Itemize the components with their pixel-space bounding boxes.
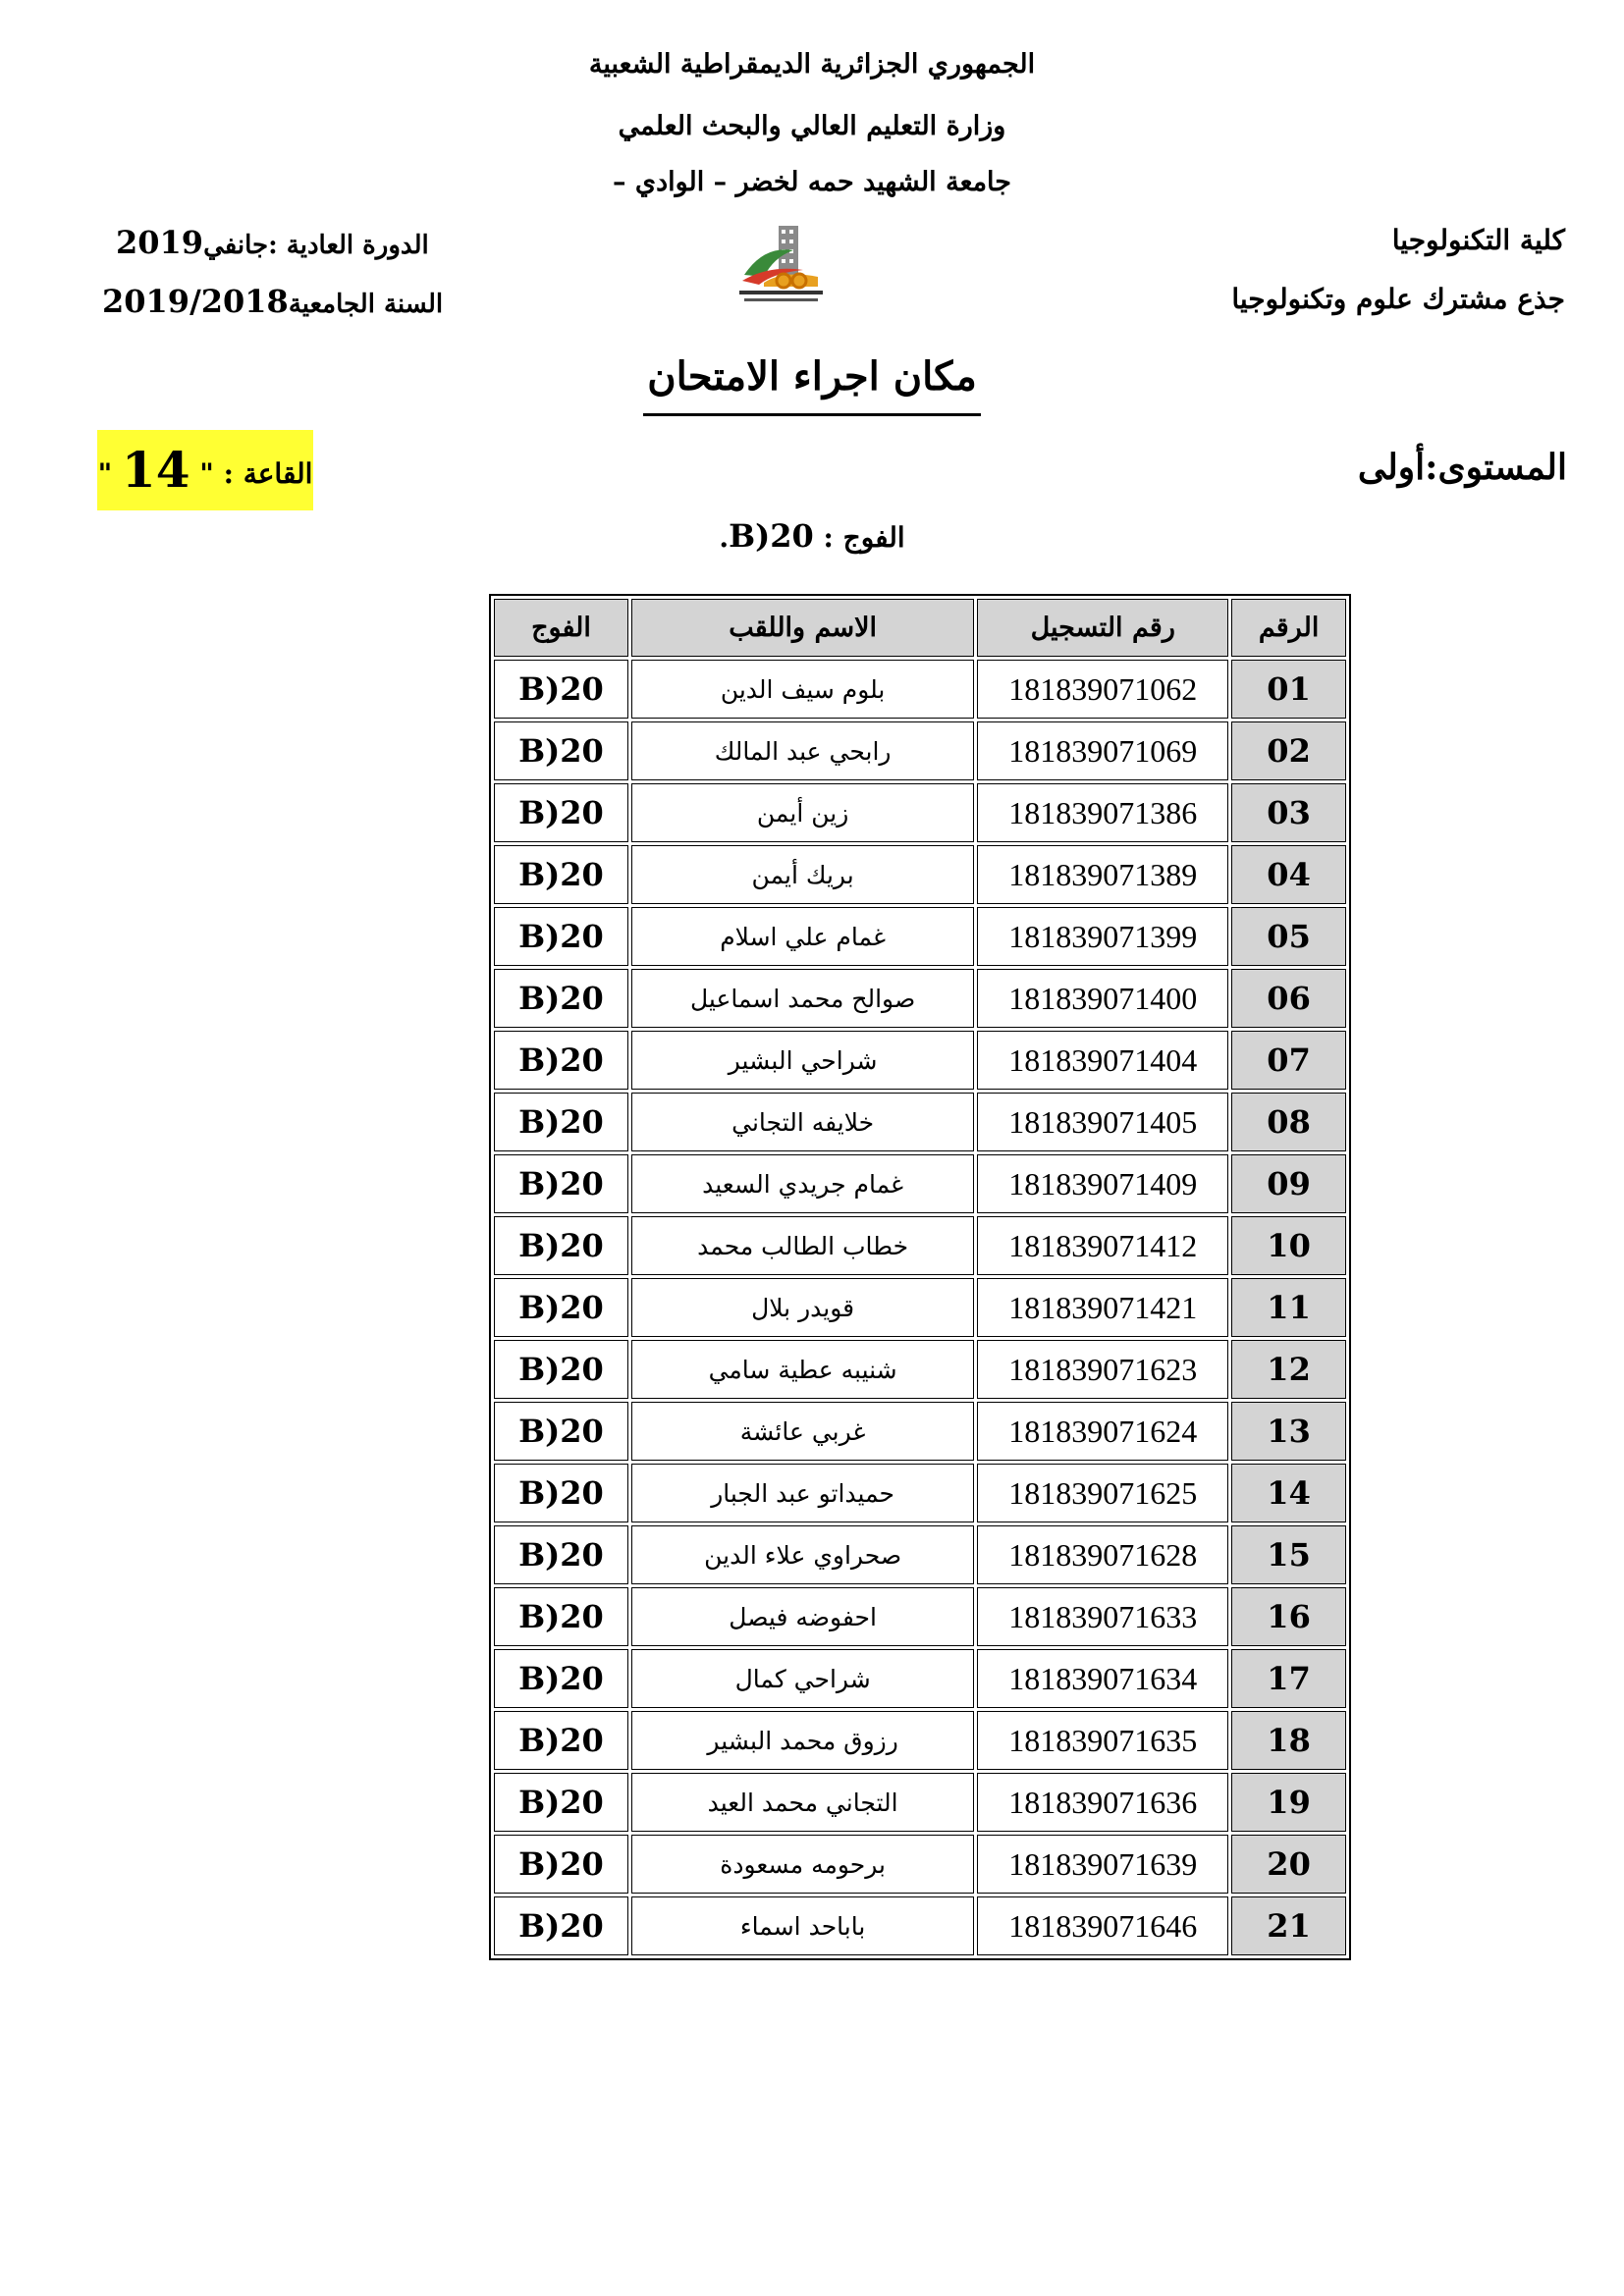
row-name: برحومه مسعودة (631, 1835, 974, 1894)
header-university: جامعة الشهيد حمه لخضر – الوادي – (613, 167, 1011, 197)
row-name: قويدر بلال (631, 1278, 974, 1337)
row-registration: 181839071409 (977, 1154, 1228, 1213)
table-row (494, 907, 1346, 966)
group-label: الفوج : (823, 521, 905, 554)
session-year: 2019 (116, 224, 204, 261)
row-number: 08 (1231, 1093, 1346, 1151)
row-registration: 181839071623 (977, 1340, 1228, 1399)
students-table (489, 594, 1351, 1960)
table-row (494, 1093, 1346, 1151)
page-title: مكان اجراء الامتحان (643, 353, 981, 416)
row-number: 02 (1231, 721, 1346, 780)
branch-name: جذع مشترك علوم وتكنولوجيا (1231, 283, 1565, 315)
row-registration: 181839071628 (977, 1525, 1228, 1584)
row-number: 04 (1231, 845, 1346, 904)
table-row (494, 1402, 1346, 1461)
row-name: رابحي عبد المالك (631, 721, 974, 780)
row-number: 11 (1231, 1278, 1346, 1337)
header-num: الرقم (1231, 599, 1346, 657)
row-group: B)20 (494, 1093, 628, 1151)
table-row (494, 845, 1346, 904)
row-name: التجاني محمد العيد (631, 1773, 974, 1832)
header-ministry: وزارة التعليم العالي والبحث العلمي (618, 111, 1006, 141)
row-group: B)20 (494, 1464, 628, 1522)
table-row (494, 1278, 1346, 1337)
row-group: B)20 (494, 783, 628, 842)
table-row (494, 1896, 1346, 1955)
academic-year (102, 283, 443, 320)
row-number: 06 (1231, 969, 1346, 1028)
hall-number: 14 (121, 441, 190, 499)
table-row (494, 1649, 1346, 1708)
row-name: شنيبه عطية سامي (631, 1340, 974, 1399)
table-row (494, 1525, 1346, 1584)
row-registration: 181839071625 (977, 1464, 1228, 1522)
academic-year-label: السنة الجامعية (288, 290, 444, 319)
row-group: B)20 (494, 845, 628, 904)
row-group: B)20 (494, 1031, 628, 1090)
row-number: 07 (1231, 1031, 1346, 1090)
row-registration: 181839071639 (977, 1835, 1228, 1894)
row-number: 12 (1231, 1340, 1346, 1399)
row-name: صحراوي علاء الدين (631, 1525, 974, 1584)
row-registration: 181839071636 (977, 1773, 1228, 1832)
row-name: بريك أيمن (631, 845, 974, 904)
row-number: 15 (1231, 1525, 1346, 1584)
row-name: حميداتو عبد الجبار (631, 1464, 974, 1522)
row-registration: 181839071421 (977, 1278, 1228, 1337)
row-group: B)20 (494, 721, 628, 780)
row-registration: 181839071635 (977, 1711, 1228, 1770)
row-registration: 181839071405 (977, 1093, 1228, 1151)
row-name: زين أيمن (631, 783, 974, 842)
row-registration: 181839071633 (977, 1587, 1228, 1646)
group-value: B)20 (729, 517, 814, 555)
table-body (494, 660, 1346, 1955)
session-label: الدورة العادية :جانفي (203, 231, 429, 260)
row-group: B)20 (494, 1773, 628, 1832)
row-name: غمام علي اسلام (631, 907, 974, 966)
row-group: B)20 (494, 1340, 628, 1399)
row-name: باباحد اسماء (631, 1896, 974, 1955)
row-group: B)20 (494, 1711, 628, 1770)
row-number: 20 (1231, 1835, 1346, 1894)
row-number: 16 (1231, 1587, 1346, 1646)
table-row (494, 660, 1346, 719)
row-name: خطاب الطالب محمد (631, 1216, 974, 1275)
row-name: صوالح محمد اسماعيل (631, 969, 974, 1028)
row-registration: 181839071062 (977, 660, 1228, 719)
row-name: رزوق محمد البشير (631, 1711, 974, 1770)
row-registration: 181839071400 (977, 969, 1228, 1028)
row-name: شراحي البشير (631, 1031, 974, 1090)
title-container (0, 353, 1624, 416)
group-line (0, 517, 1624, 555)
row-group: B)20 (494, 969, 628, 1028)
row-name: خلايفه التجاني (631, 1093, 974, 1151)
row-registration: 181839071389 (977, 845, 1228, 904)
row-name: غربي عائشة (631, 1402, 974, 1461)
table-row (494, 1464, 1346, 1522)
table-row (494, 969, 1346, 1028)
row-name: شراحي كمال (631, 1649, 974, 1708)
row-registration: 181839071399 (977, 907, 1228, 966)
row-registration: 181839071069 (977, 721, 1228, 780)
table-row (494, 1031, 1346, 1090)
hall-quote-open: " (199, 457, 214, 490)
row-number: 01 (1231, 660, 1346, 719)
exam-session (116, 224, 429, 261)
table-row (494, 1835, 1346, 1894)
row-number: 18 (1231, 1711, 1346, 1770)
study-level: المستوى:أولى (1357, 447, 1567, 488)
row-number: 03 (1231, 783, 1346, 842)
table-row (494, 1154, 1346, 1213)
row-group: B)20 (494, 1216, 628, 1275)
row-number: 14 (1231, 1464, 1346, 1522)
row-group: B)20 (494, 1835, 628, 1894)
row-group: B)20 (494, 1587, 628, 1646)
faculty-name: كلية التكنولوجيا (1391, 224, 1565, 256)
table-row (494, 1773, 1346, 1832)
row-group: B)20 (494, 1896, 628, 1955)
hall-badge (97, 430, 313, 510)
header-group: الفوج (494, 599, 628, 657)
university-logo-icon (725, 216, 833, 314)
hall-quote-close: " (97, 457, 113, 490)
academic-year-value: 2019/2018 (102, 283, 289, 320)
row-registration: 181839071412 (977, 1216, 1228, 1275)
row-name: غمام جريدي السعيد (631, 1154, 974, 1213)
row-group: B)20 (494, 660, 628, 719)
table-row (494, 1711, 1346, 1770)
row-number: 19 (1231, 1773, 1346, 1832)
row-group: B)20 (494, 1649, 628, 1708)
row-registration: 181839071634 (977, 1649, 1228, 1708)
table-header-row (494, 599, 1346, 657)
table-row (494, 721, 1346, 780)
row-group: B)20 (494, 1402, 628, 1461)
row-name: بلوم سيف الدين (631, 660, 974, 719)
row-number: 21 (1231, 1896, 1346, 1955)
table-row (494, 783, 1346, 842)
row-group: B)20 (494, 1278, 628, 1337)
table-row (494, 1587, 1346, 1646)
row-registration: 181839071386 (977, 783, 1228, 842)
table-row (494, 1216, 1346, 1275)
row-number: 10 (1231, 1216, 1346, 1275)
row-number: 13 (1231, 1402, 1346, 1461)
row-number: 09 (1231, 1154, 1346, 1213)
header-name: الاسم واللقب (631, 599, 974, 657)
row-group: B)20 (494, 1525, 628, 1584)
hall-label: القاعة : (223, 457, 313, 490)
row-group: B)20 (494, 907, 628, 966)
row-group: B)20 (494, 1154, 628, 1213)
row-registration: 181839071404 (977, 1031, 1228, 1090)
row-number: 17 (1231, 1649, 1346, 1708)
row-name: احفوضه فيصل (631, 1587, 974, 1646)
group-suffix: . (719, 521, 730, 554)
header-republic: الجمهوري الجزائرية الديمقراطية الشعبية (588, 49, 1036, 80)
row-registration: 181839071624 (977, 1402, 1228, 1461)
row-registration: 181839071646 (977, 1896, 1228, 1955)
row-number: 05 (1231, 907, 1346, 966)
table-row (494, 1340, 1346, 1399)
header-registration: رقم التسجيل (977, 599, 1228, 657)
